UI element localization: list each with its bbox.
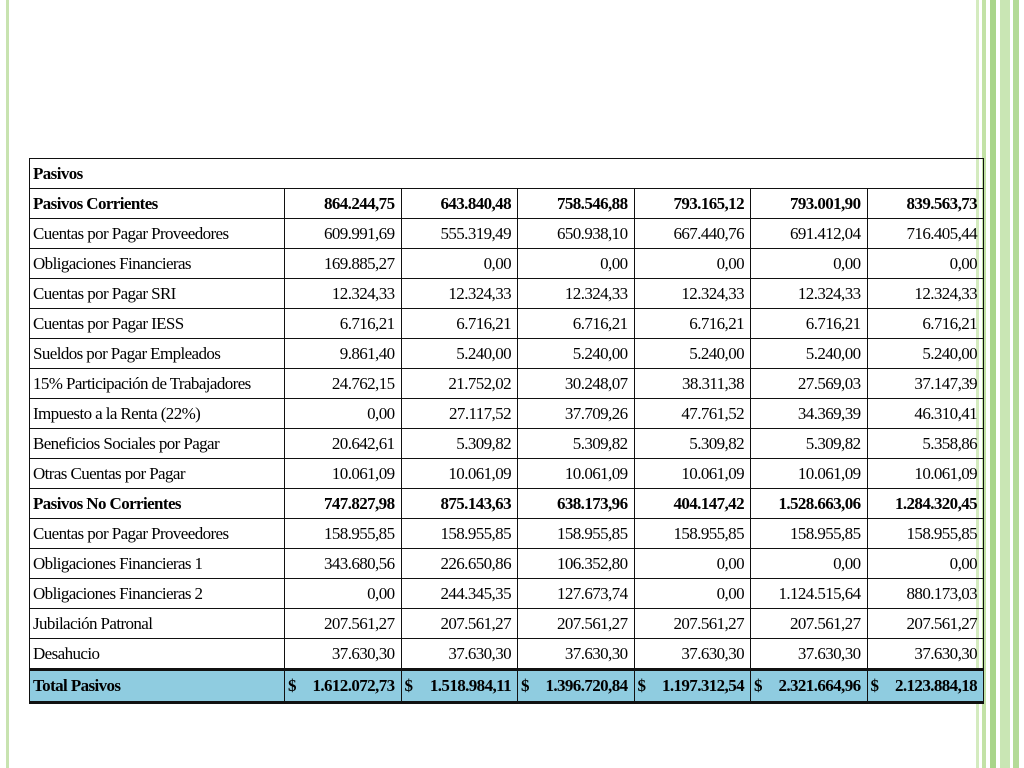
row-value: 555.319,49 <box>401 219 518 249</box>
row-label: Beneficios Sociales por Pagar <box>30 429 285 459</box>
row-value: 158.955,85 <box>867 519 984 549</box>
table-row <box>30 369 984 399</box>
total-amount: 2.321.664,96 <box>778 676 861 695</box>
row-value: 5.309,82 <box>634 429 751 459</box>
row-value: 37.147,39 <box>867 369 984 399</box>
row-value: 667.440,76 <box>634 219 751 249</box>
table-row <box>30 609 984 639</box>
row-value: 0,00 <box>751 549 868 579</box>
row-value: 6.716,21 <box>401 309 518 339</box>
table-title: Pasivos <box>30 159 984 189</box>
row-label: Sueldos por Pagar Empleados <box>30 339 285 369</box>
table-row <box>30 579 984 609</box>
table-row <box>30 399 984 429</box>
row-value: 207.561,27 <box>401 609 518 639</box>
row-value: 10.061,09 <box>518 459 635 489</box>
row-value: 27.117,52 <box>401 399 518 429</box>
table-row <box>30 459 984 489</box>
total-amount: 2.123.884,18 <box>894 676 978 695</box>
row-value: 158.955,85 <box>751 519 868 549</box>
total-amount: 1.612.072,73 <box>312 676 395 695</box>
table-row <box>30 429 984 459</box>
row-value: 6.716,21 <box>518 309 635 339</box>
row-value: 12.324,33 <box>285 279 402 309</box>
row-value: 37.630,30 <box>518 639 635 670</box>
row-value: 5.240,00 <box>751 339 868 369</box>
table-section-row <box>30 189 984 219</box>
table-row <box>30 639 984 670</box>
row-value: 9.861,40 <box>285 339 402 369</box>
row-value: 880.173,03 <box>867 579 984 609</box>
total-value <box>285 670 402 703</box>
table-row <box>30 219 984 249</box>
row-value: 37.630,30 <box>634 639 751 670</box>
total-label: Total Pasivos <box>30 670 285 703</box>
row-value: 37.630,30 <box>285 639 402 670</box>
currency-symbol: $ <box>404 676 413 695</box>
row-value: 0,00 <box>518 249 635 279</box>
row-value: 47.761,52 <box>634 399 751 429</box>
row-value: 20.642,61 <box>285 429 402 459</box>
row-value: 864.244,75 <box>285 189 402 219</box>
row-value: 21.752,02 <box>401 369 518 399</box>
row-value: 37.709,26 <box>518 399 635 429</box>
table-row <box>30 339 984 369</box>
row-value: 10.061,09 <box>285 459 402 489</box>
row-value: 716.405,44 <box>867 219 984 249</box>
row-value: 207.561,27 <box>867 609 984 639</box>
row-value: 875.143,63 <box>401 489 518 519</box>
row-label: Jubilación Patronal <box>30 609 285 639</box>
row-value: 5.309,82 <box>518 429 635 459</box>
row-value: 793.001,90 <box>751 189 868 219</box>
row-value: 127.673,74 <box>518 579 635 609</box>
row-value: 839.563,73 <box>867 189 984 219</box>
row-value: 1.124.515,64 <box>751 579 868 609</box>
row-value: 37.630,30 <box>867 639 984 670</box>
total-value <box>518 670 635 703</box>
row-label: Obligaciones Financieras <box>30 249 285 279</box>
row-value: 169.885,27 <box>285 249 402 279</box>
row-value: 30.248,07 <box>518 369 635 399</box>
row-value: 0,00 <box>401 249 518 279</box>
row-value: 244.345,35 <box>401 579 518 609</box>
row-value: 207.561,27 <box>751 609 868 639</box>
row-value: 34.369,39 <box>751 399 868 429</box>
row-value: 12.324,33 <box>401 279 518 309</box>
row-value: 37.630,30 <box>401 639 518 670</box>
total-value <box>401 670 518 703</box>
total-amount: 1.518.984,11 <box>429 676 511 695</box>
table-row <box>30 549 984 579</box>
table-row <box>30 519 984 549</box>
row-value: 5.240,00 <box>518 339 635 369</box>
row-value: 5.358,86 <box>867 429 984 459</box>
row-value: 37.630,30 <box>751 639 868 670</box>
row-label: Pasivos No Corrientes <box>30 489 285 519</box>
table-section-row <box>30 489 984 519</box>
row-value: 158.955,85 <box>401 519 518 549</box>
left-frame-decoration <box>0 0 14 768</box>
row-value: 643.840,48 <box>401 189 518 219</box>
currency-symbol: $ <box>288 676 296 695</box>
row-value: 0,00 <box>285 579 402 609</box>
row-label: Cuentas por Pagar Proveedores <box>30 219 285 249</box>
currency-symbol: $ <box>521 676 529 695</box>
row-value: 747.827,98 <box>285 489 402 519</box>
row-value: 0,00 <box>285 399 402 429</box>
row-value: 226.650,86 <box>401 549 518 579</box>
row-value: 5.309,82 <box>751 429 868 459</box>
row-value: 6.716,21 <box>867 309 984 339</box>
total-amount: 1.197.312,54 <box>661 676 744 695</box>
row-value: 158.955,85 <box>285 519 402 549</box>
row-value: 10.061,09 <box>401 459 518 489</box>
row-value: 650.938,10 <box>518 219 635 249</box>
total-value <box>867 670 984 703</box>
row-value: 12.324,33 <box>634 279 751 309</box>
row-label: Cuentas por Pagar Proveedores <box>30 519 285 549</box>
currency-symbol: $ <box>637 676 646 695</box>
row-value: 10.061,09 <box>867 459 984 489</box>
currency-symbol: $ <box>754 676 762 695</box>
row-value: 0,00 <box>634 549 751 579</box>
total-row <box>30 670 984 703</box>
row-value: 0,00 <box>751 249 868 279</box>
row-value: 10.061,09 <box>634 459 751 489</box>
row-value: 5.309,82 <box>401 429 518 459</box>
row-value: 5.240,00 <box>401 339 518 369</box>
row-value: 207.561,27 <box>285 609 402 639</box>
row-value: 12.324,33 <box>518 279 635 309</box>
table-title-row <box>30 159 984 189</box>
row-value: 24.762,15 <box>285 369 402 399</box>
row-value: 793.165,12 <box>634 189 751 219</box>
total-value <box>751 670 868 703</box>
row-label: Impuesto a la Renta (22%) <box>30 399 285 429</box>
row-value: 158.955,85 <box>518 519 635 549</box>
liabilities-table <box>29 158 984 704</box>
row-value: 0,00 <box>867 549 984 579</box>
row-value: 1.528.663,06 <box>751 489 868 519</box>
row-value: 691.412,04 <box>751 219 868 249</box>
row-value: 638.173,96 <box>518 489 635 519</box>
row-label: Obligaciones Financieras 1 <box>30 549 285 579</box>
row-value: 10.061,09 <box>751 459 868 489</box>
total-value <box>634 670 751 703</box>
row-value: 106.352,80 <box>518 549 635 579</box>
row-value: 38.311,38 <box>634 369 751 399</box>
row-value: 5.240,00 <box>634 339 751 369</box>
row-value: 0,00 <box>634 579 751 609</box>
row-value: 12.324,33 <box>867 279 984 309</box>
row-label: Obligaciones Financieras 2 <box>30 579 285 609</box>
row-value: 5.240,00 <box>867 339 984 369</box>
row-label: Cuentas por Pagar IESS <box>30 309 285 339</box>
row-value: 27.569,03 <box>751 369 868 399</box>
table-row <box>30 279 984 309</box>
row-value: 6.716,21 <box>751 309 868 339</box>
row-value: 158.955,85 <box>634 519 751 549</box>
total-amount: 1.396.720,84 <box>545 676 628 695</box>
row-value: 207.561,27 <box>634 609 751 639</box>
row-value: 609.991,69 <box>285 219 402 249</box>
row-value: 6.716,21 <box>634 309 751 339</box>
row-value: 46.310,41 <box>867 399 984 429</box>
row-label: Cuentas por Pagar SRI <box>30 279 285 309</box>
table-row <box>30 249 984 279</box>
row-value: 758.546,88 <box>518 189 635 219</box>
row-value: 12.324,33 <box>751 279 868 309</box>
row-label: Pasivos Corrientes <box>30 189 285 219</box>
row-value: 0,00 <box>634 249 751 279</box>
row-label: Desahucio <box>30 639 285 670</box>
row-value: 404.147,42 <box>634 489 751 519</box>
row-value: 1.284.320,45 <box>867 489 984 519</box>
row-label: Otras Cuentas por Pagar <box>30 459 285 489</box>
row-value: 207.561,27 <box>518 609 635 639</box>
row-label: 15% Participación de Trabajadores <box>30 369 285 399</box>
row-value: 0,00 <box>867 249 984 279</box>
row-value: 6.716,21 <box>285 309 402 339</box>
table-row <box>30 309 984 339</box>
row-value: 343.680,56 <box>285 549 402 579</box>
currency-symbol: $ <box>870 676 879 695</box>
